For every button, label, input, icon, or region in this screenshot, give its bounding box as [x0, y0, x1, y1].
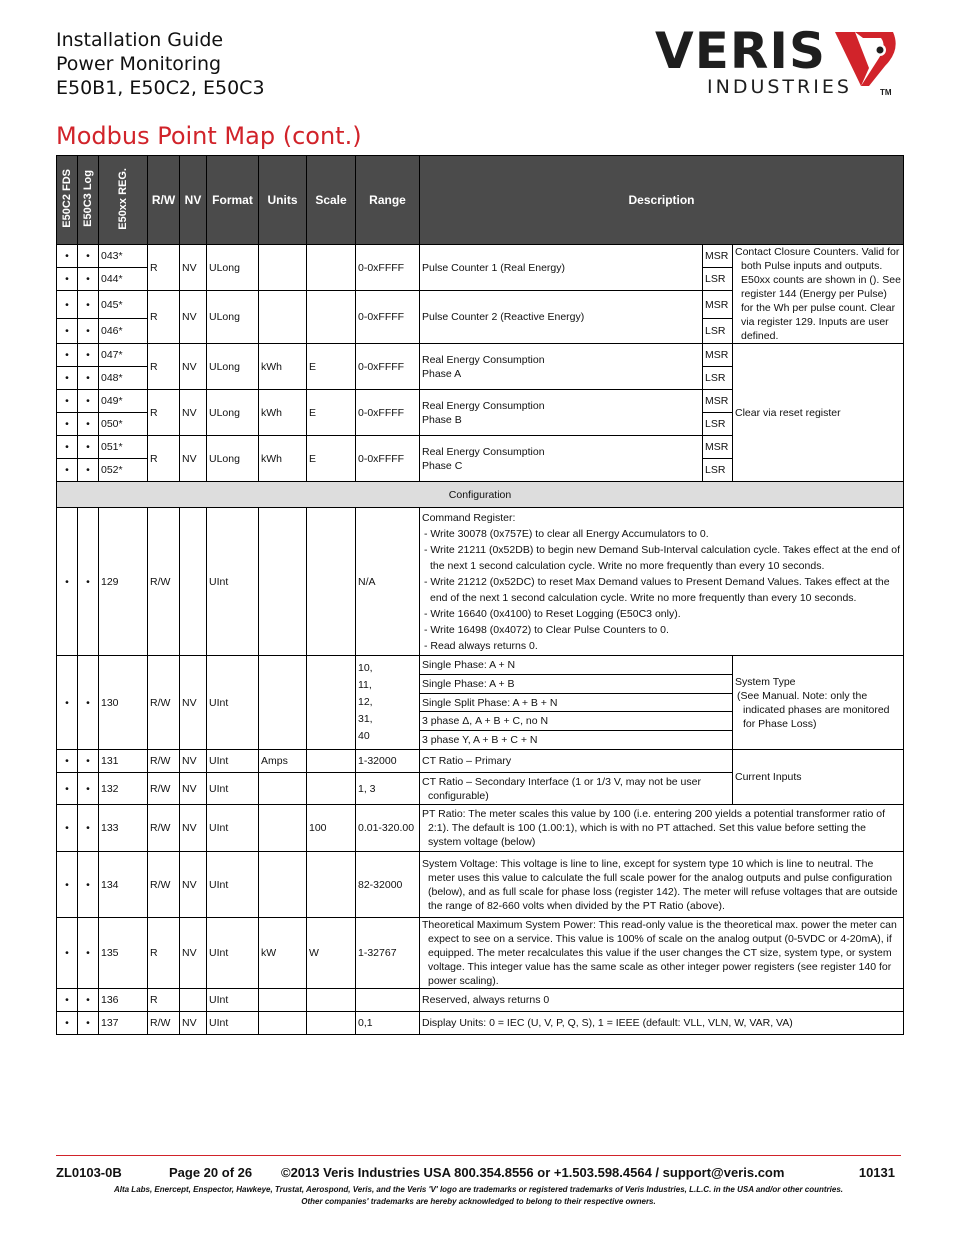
- header-line-2: Power Monitoring: [56, 53, 222, 75]
- col-header-c2fds: [57, 156, 78, 245]
- col-header-rw: R/W: [148, 156, 180, 245]
- header-line-1: Installation Guide: [56, 29, 224, 51]
- table-cell: 0-0xFFFF: [356, 390, 420, 436]
- table-cell: [307, 750, 356, 773]
- table-cell: MSR: [703, 291, 733, 319]
- register: 052*: [99, 459, 148, 482]
- cell-text: E50C2 FDS: [61, 169, 73, 228]
- register: 136: [99, 989, 148, 1012]
- table-cell: •: [57, 344, 78, 367]
- table-cell: LSR: [703, 319, 733, 344]
- header-line-3: E50B1, E50C2, E50C3: [56, 77, 265, 99]
- table-row: [57, 750, 904, 773]
- table-cell: •: [78, 508, 99, 656]
- description: Reserved, always returns 0: [420, 989, 904, 1012]
- description: [420, 344, 703, 390]
- table-cell: •: [78, 656, 99, 750]
- cell-text: - Write 16640 (0x4100) to Reset Logging (E50C3 only).: [424, 607, 681, 620]
- table-cell: R: [148, 291, 180, 344]
- description: CT Ratio – Primary: [420, 750, 733, 773]
- command-register-description: [420, 508, 904, 656]
- table-row: [57, 245, 904, 268]
- system-type-option: 3 phase Δ, A + B + C, no N: [420, 712, 733, 731]
- cell-text: 40: [358, 730, 370, 742]
- table-cell: •: [78, 436, 99, 459]
- description: [420, 390, 703, 436]
- modbus-point-map-table: [56, 155, 904, 1035]
- table-row: [57, 656, 904, 675]
- table-cell: 0-0xFFFF: [356, 344, 420, 390]
- table-cell: NV: [180, 750, 207, 773]
- table-cell: Amps: [259, 750, 307, 773]
- table-cell: ULong: [207, 390, 259, 436]
- description: PT Ratio: The meter scales this value by 100 (i.e. entering 200 yields a potential transformer ratio of 2:1). The default is 100 (1.00:1), which is with no PT attached. Set this value before setting the system voltage (below): [420, 805, 904, 852]
- logo-subtitle: INDUSTRIES: [707, 76, 852, 98]
- energy-note: Clear via reset register: [733, 344, 904, 482]
- table-cell: R/W: [148, 750, 180, 773]
- section-title: Configuration: [57, 482, 904, 508]
- table-cell: R: [148, 918, 180, 989]
- cell-text: - Write 16498 (0x4072) to Clear Pulse Counters to 0.: [424, 623, 669, 636]
- table-cell: NV: [180, 390, 207, 436]
- table-row: [57, 989, 904, 1012]
- trademark-line-2: Other companies' trademarks are hereby acknowledged to belong to their respective owners.: [301, 1197, 656, 1206]
- table-cell: E: [307, 344, 356, 390]
- document-header: [56, 28, 265, 100]
- table-cell: R: [148, 436, 180, 482]
- table-cell: •: [57, 805, 78, 852]
- table-cell: NV: [180, 656, 207, 750]
- table-cell: •: [78, 773, 99, 805]
- table-cell: NV: [180, 852, 207, 918]
- table-cell: UInt: [207, 805, 259, 852]
- table-cell: MSR: [703, 436, 733, 459]
- cell-text: 31,: [358, 713, 373, 725]
- table-row: [57, 852, 904, 918]
- table-cell: N/A: [356, 508, 420, 656]
- cell-text: 12,: [358, 696, 373, 708]
- table-cell: UInt: [207, 773, 259, 805]
- table-cell: [307, 773, 356, 805]
- table-cell: [307, 1012, 356, 1035]
- table-cell: E: [307, 436, 356, 482]
- cell-text: - Read always returns 0.: [424, 639, 538, 652]
- table-cell: W: [307, 918, 356, 989]
- description: [420, 436, 703, 482]
- register: 131: [99, 750, 148, 773]
- description: Display Units: 0 = IEC (U, V, P, Q, S), 1 = IEEE (default: VLL, VLN, W, VAR, VA): [420, 1012, 904, 1035]
- register: 047*: [99, 344, 148, 367]
- table-cell: 0-0xFFFF: [356, 436, 420, 482]
- table-cell: NV: [180, 436, 207, 482]
- table-cell: MSR: [703, 390, 733, 413]
- page-title: Modbus Point Map (cont.): [56, 122, 362, 150]
- table-cell: NV: [180, 245, 207, 291]
- system-type-option: Single Phase: A + B: [420, 675, 733, 694]
- description: System Voltage: This voltage is line to line, except for system type 10 which is line to neutral. The meter uses this value to calculate the full scale power for the analog outputs and pulse configuration (below), and as full scale for phase loss (register 142). The meter will refuse voltages that are outside the range of 82-660 volts when divided by the PT Ratio (above).: [420, 852, 904, 918]
- table-cell: •: [78, 291, 99, 319]
- system-type-option: Single Split Phase: A + B + N: [420, 694, 733, 712]
- pulse-counter-note: Contact Closure Counters. Valid for both Pulse inputs and outputs. E50xx counts are shown in (). See register 144 (Energy per Pulse) for the Wh per pulse count. Clear via register 129. Inputs are user defined.: [733, 245, 904, 344]
- register: 130: [99, 656, 148, 750]
- cell-text: - Write 21212 (0x52DC) to reset Max Demand values to Present Demand Values. Takes effect at the end of the next 1 second calculation cycle. Write no more frequently than every 10 seconds.: [424, 575, 890, 604]
- cell-text: Command Register:: [422, 511, 516, 524]
- table-cell: LSR: [703, 367, 733, 390]
- table-cell: kW: [259, 918, 307, 989]
- table-cell: •: [78, 413, 99, 436]
- table-cell: •: [78, 245, 99, 268]
- table-cell: [180, 508, 207, 656]
- table-cell: R: [148, 989, 180, 1012]
- register: 045*: [99, 291, 148, 319]
- table-cell: •: [57, 245, 78, 268]
- cell-text: (See Manual. Note: only the indicated phases are monitored for Phase Loss): [737, 689, 890, 730]
- cell-text: 10,: [358, 662, 373, 674]
- table-cell: [259, 852, 307, 918]
- table-cell: kWh: [259, 436, 307, 482]
- table-cell: •: [78, 459, 99, 482]
- table-cell: LSR: [703, 268, 733, 291]
- register: 133: [99, 805, 148, 852]
- register: 046*: [99, 319, 148, 344]
- table-cell: 82-32000: [356, 852, 420, 918]
- table-cell: [259, 656, 307, 750]
- col-header-scale: Scale: [307, 156, 356, 245]
- register: 043*: [99, 245, 148, 268]
- system-type-ranges: [356, 656, 420, 750]
- table-cell: [259, 989, 307, 1012]
- table-cell: •: [78, 319, 99, 344]
- table-cell: NV: [180, 773, 207, 805]
- table-cell: •: [78, 268, 99, 291]
- table-cell: •: [57, 989, 78, 1012]
- table-cell: R/W: [148, 852, 180, 918]
- table-cell: •: [57, 656, 78, 750]
- table-cell: kWh: [259, 390, 307, 436]
- cell-text: Phase B: [422, 413, 462, 426]
- trademark-line-1: Alta Labs, Enercept, Enspector, Hawkeye, Trustat, Aerospond, Veris, and the Veris 'V' logo are trademarks or registered trademarks of Veris Industries, L.L.C. in the USA and/or other countries.: [113, 1185, 844, 1194]
- table-cell: [259, 805, 307, 852]
- table-cell: •: [57, 390, 78, 413]
- table-cell: 1, 3: [356, 773, 420, 805]
- table-cell: NV: [180, 918, 207, 989]
- table-cell: kWh: [259, 344, 307, 390]
- table-cell: •: [78, 367, 99, 390]
- table-row: [57, 918, 904, 989]
- table-cell: [307, 852, 356, 918]
- table-cell: UInt: [207, 852, 259, 918]
- table-cell: UInt: [207, 1012, 259, 1035]
- table-cell: R/W: [148, 773, 180, 805]
- table-cell: •: [57, 268, 78, 291]
- table-cell: [307, 291, 356, 344]
- table-cell: •: [57, 508, 78, 656]
- page-number: Page 20 of 26: [169, 1165, 253, 1180]
- table-cell: •: [57, 852, 78, 918]
- table-row: [57, 508, 904, 656]
- table-cell: •: [78, 989, 99, 1012]
- table-cell: •: [78, 1012, 99, 1035]
- cell-text: System Type: [735, 675, 796, 688]
- table-cell: R/W: [148, 805, 180, 852]
- register: 050*: [99, 413, 148, 436]
- table-row: [57, 1012, 904, 1035]
- table-cell: 100: [307, 805, 356, 852]
- system-type-option: Single Phase: A + N: [420, 656, 733, 675]
- cell-text: Real Energy Consumption: [422, 399, 545, 412]
- table-cell: ULong: [207, 291, 259, 344]
- cell-text: 11,: [358, 679, 372, 691]
- section-configuration: [57, 482, 904, 508]
- table-cell: •: [57, 319, 78, 344]
- table-cell: UInt: [207, 989, 259, 1012]
- register: 051*: [99, 436, 148, 459]
- current-inputs-note: Current Inputs: [733, 750, 904, 805]
- table-cell: UInt: [207, 508, 259, 656]
- table-cell: ULong: [207, 436, 259, 482]
- table-cell: 0-0xFFFF: [356, 291, 420, 344]
- table-row: [57, 805, 904, 852]
- cell-text: Real Energy Consumption: [422, 445, 545, 458]
- table-cell: •: [78, 805, 99, 852]
- table-cell: R/W: [148, 656, 180, 750]
- table-cell: NV: [180, 344, 207, 390]
- description: Theoretical Maximum System Power: This read-only value is the theoretical max. power the meter can expect to see on a service. This value is 100% of scale on the analog output (0-5VDC or 4-20mA), if equipped. The meter recalculates this value if the user changes the CT size, system type, or system voltage. This integer value has the same scale as other integer power registers (see register 140 for power scaling).: [420, 918, 904, 989]
- system-type-note: [733, 656, 904, 750]
- register: 137: [99, 1012, 148, 1035]
- table-cell: [259, 508, 307, 656]
- table-row: [57, 344, 904, 367]
- table-cell: R: [148, 245, 180, 291]
- register: 044*: [99, 268, 148, 291]
- table-cell: R/W: [148, 1012, 180, 1035]
- register: 132: [99, 773, 148, 805]
- copyright: ©2013 Veris Industries USA 800.354.8556 or +1.503.598.4564 / support@veris.com: [281, 1165, 785, 1180]
- table-cell: [259, 773, 307, 805]
- veris-logo: [655, 22, 900, 103]
- cell-text: E50C3 Log: [82, 170, 94, 227]
- table-cell: MSR: [703, 245, 733, 268]
- table-header-row: [57, 156, 904, 245]
- table-cell: [307, 656, 356, 750]
- cell-text: Phase A: [422, 367, 462, 380]
- doc-number: ZL0103-0B: [56, 1165, 122, 1180]
- register: 129: [99, 508, 148, 656]
- table-cell: NV: [180, 1012, 207, 1035]
- table-cell: [259, 245, 307, 291]
- table-cell: •: [57, 773, 78, 805]
- table-cell: •: [57, 291, 78, 319]
- table-cell: R: [148, 344, 180, 390]
- col-header-nv: NV: [180, 156, 207, 245]
- table-cell: 1-32767: [356, 918, 420, 989]
- description: Pulse Counter 1 (Real Energy): [420, 245, 703, 291]
- table-cell: ULong: [207, 344, 259, 390]
- table-cell: •: [57, 367, 78, 390]
- col-header-reg: [99, 156, 148, 245]
- register: 135: [99, 918, 148, 989]
- cell-text: - Write 21211 (0x52DB) to begin new Demand Sub-Interval calculation cycle. Takes effect at the end of the next 1 second calculation cycle. Write no more frequently than every 10 seconds.: [424, 543, 901, 572]
- col-header-units: Units: [259, 156, 307, 245]
- table-cell: MSR: [703, 344, 733, 367]
- table-cell: UInt: [207, 918, 259, 989]
- table-cell: •: [78, 390, 99, 413]
- table-cell: •: [78, 344, 99, 367]
- col-header-range: Range: [356, 156, 420, 245]
- register: 049*: [99, 390, 148, 413]
- table-cell: 0-0xFFFF: [356, 245, 420, 291]
- footer-code: 10131: [858, 1165, 895, 1180]
- system-type-option: 3 phase Y, A + B + C + N: [420, 731, 733, 750]
- table-cell: UInt: [207, 750, 259, 773]
- description: CT Ratio – Secondary Interface (1 or 1/3 V, may not be user configurable): [420, 773, 733, 805]
- logo-brand: VERIS: [655, 22, 826, 80]
- table-cell: 1-32000: [356, 750, 420, 773]
- description: Pulse Counter 2 (Reactive Energy): [420, 291, 703, 344]
- table-cell: [259, 1012, 307, 1035]
- table-cell: R/W: [148, 508, 180, 656]
- cell-text: Real Energy Consumption: [422, 353, 545, 366]
- table-cell: LSR: [703, 413, 733, 436]
- table-cell: E: [307, 390, 356, 436]
- table-cell: •: [78, 918, 99, 989]
- register: 048*: [99, 367, 148, 390]
- cell-text: Phase C: [422, 459, 463, 472]
- cell-text: E50xx REG.: [117, 167, 129, 230]
- table-cell: [307, 245, 356, 291]
- register: 134: [99, 852, 148, 918]
- table-cell: •: [57, 413, 78, 436]
- table-cell: 0,1: [356, 1012, 420, 1035]
- table-cell: R: [148, 390, 180, 436]
- table-cell: •: [57, 750, 78, 773]
- table-cell: [356, 989, 420, 1012]
- table-cell: •: [57, 1012, 78, 1035]
- cell-text: - Write 30078 (0x757E) to clear all Energy Accumulators to 0.: [424, 527, 709, 540]
- col-header-description: Description: [420, 156, 904, 245]
- table-cell: NV: [180, 291, 207, 344]
- table-cell: NV: [180, 805, 207, 852]
- table-cell: •: [57, 459, 78, 482]
- table-cell: [259, 291, 307, 344]
- table-cell: LSR: [703, 459, 733, 482]
- table-cell: 0.01-320.00: [356, 805, 420, 852]
- col-header-format: Format: [207, 156, 259, 245]
- col-header-c3log: [78, 156, 99, 245]
- table-cell: •: [78, 852, 99, 918]
- table-cell: [307, 989, 356, 1012]
- page-footer: [56, 1155, 901, 1206]
- table-cell: [180, 989, 207, 1012]
- table-cell: [307, 508, 356, 656]
- table-cell: UInt: [207, 656, 259, 750]
- table-cell: •: [57, 436, 78, 459]
- logo-trademark: TM: [880, 88, 892, 97]
- table-cell: ULong: [207, 245, 259, 291]
- table-cell: •: [57, 918, 78, 989]
- table-cell: •: [78, 750, 99, 773]
